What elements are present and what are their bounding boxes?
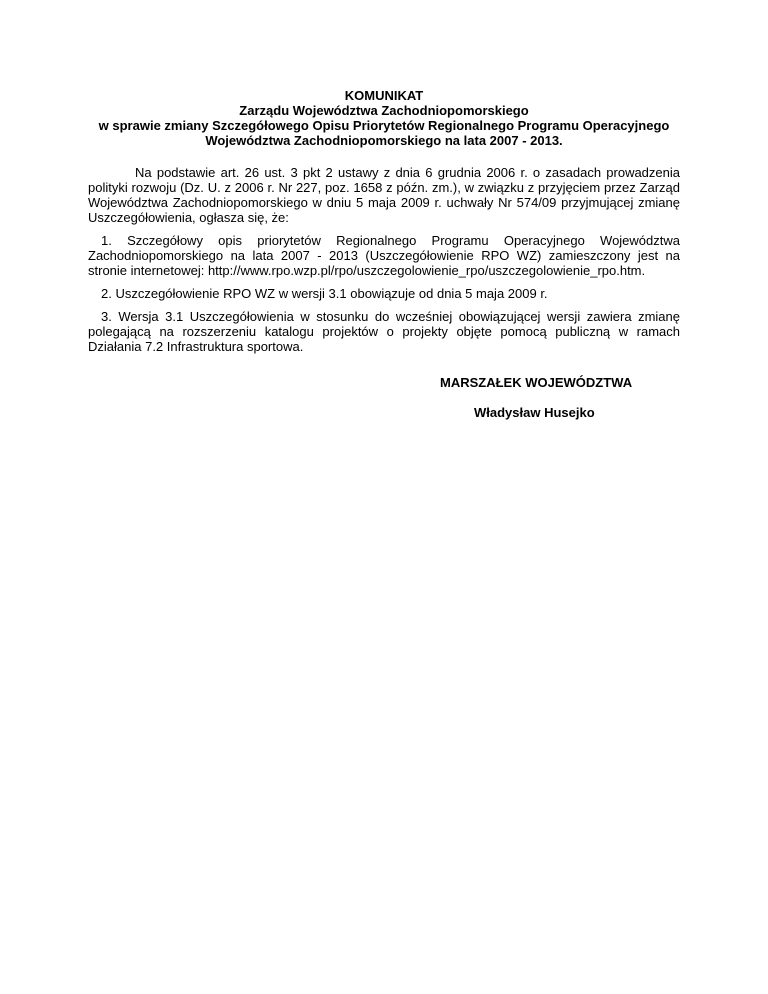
signature-title: MARSZAŁEK WOJEWÓDZTWA [440, 375, 633, 390]
intro-paragraph: Na podstawie art. 26 ust. 3 pkt 2 ustawy z dnia 6 grudnia 2006 r. o zasadach prowadzenia polityki rozwoju (Dz. U. z 2006 r. Nr 227, poz. 1658 z późn. zm.), w związku z przyjęciem przez Zarząd Województwa Zachodniopomorskiego w dniu 5 maja 2009 r. uchwały Nr 574/09 przyjmującej zmianę Uszczegółowienia, ogłasza się, że: [88, 165, 680, 225]
signature-name: Władysław Husejko [474, 405, 595, 420]
header-subject-line-1: w sprawie zmiany Szczegółowego Opisu Priorytetów Regionalnego Programu Operacyjnego [98, 118, 670, 133]
document-page [88, 88, 680, 420]
list-item-2: 2. Uszczegółowienie RPO WZ w wersji 3.1 obowiązuje od dnia 5 maja 2009 r. [101, 286, 548, 301]
list-item-1: 1. Szczegółowy opis priorytetów Regionalnego Programu Operacyjnego Województwa Zachodniopomorskiego na lata 2007 - 2013 (Uszczegółowienie RPO WZ) zamieszczony jest na stronie internetowej: http://www.rpo.wzp.pl/rpo/uszczegolowienie_rpo/uszczegolowienie_rpo.htm. [88, 233, 680, 278]
list-item-3: 3. Wersja 3.1 Uszczegółowienia w stosunku do wcześniej obowiązującej wersji zawiera zmianę polegającą na rozszerzeniu katalogu projektów o projekty objęte pomocą publiczną w ramach Działania 7.2 Infrastruktura sportowa. [88, 309, 680, 354]
header-title: KOMUNIKAT [344, 88, 424, 103]
header-issuer: Zarządu Województwa Zachodniopomorskiego [239, 103, 529, 118]
document-header [88, 88, 680, 148]
header-subject-line-2: Województwa Zachodniopomorskiego na lata 2007 - 2013. [205, 133, 563, 148]
